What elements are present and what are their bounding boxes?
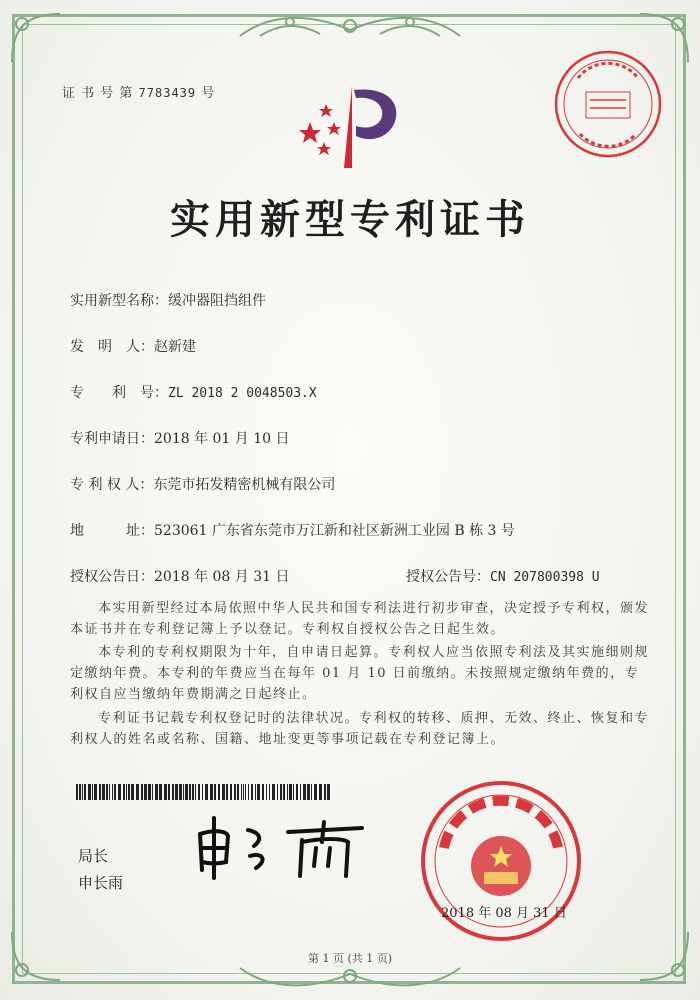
barcode-bar: [189, 784, 191, 800]
barcode-bar: [262, 784, 264, 800]
certificate-number-prefix: 证 书 号 第: [62, 86, 134, 101]
barcode-bar: [257, 784, 260, 800]
field-label: 授权公告日：: [70, 569, 154, 585]
field-label: 实用新型名称：: [70, 293, 168, 309]
barcode-bar: [141, 784, 143, 800]
barcode-bar: [185, 784, 188, 800]
patent-office-logo: [290, 76, 410, 176]
barcode-bar: [99, 784, 101, 800]
barcode-bar: [307, 784, 310, 800]
barcode-bar: [237, 784, 239, 800]
top-ornament: [230, 8, 470, 44]
field-label: 地 址：: [70, 523, 154, 539]
barcode-bar: [94, 784, 97, 800]
barcode-bar: [164, 784, 167, 800]
barcode-bar: [131, 784, 134, 800]
barcode-bar: [280, 784, 282, 800]
barcode-bar: [202, 784, 203, 800]
barcode-bar: [283, 784, 285, 800]
barcode-bar: [324, 784, 326, 800]
barcode-bar: [192, 784, 194, 800]
signatory-title: 局长: [78, 848, 109, 865]
field-value: ZL 2018 2 0048503.X: [168, 386, 317, 401]
barcode-bar: [183, 784, 184, 800]
barcode-bar: [303, 784, 306, 800]
barcode-bar: [272, 784, 275, 800]
barcode-bar: [241, 784, 242, 800]
barcode-bar: [287, 784, 288, 800]
barcode-bar: [251, 784, 253, 800]
corner-ornament-top-left: [6, 8, 66, 68]
barcode-bar: [126, 784, 127, 800]
barcode-bar: [168, 784, 170, 800]
barcode-bar: [218, 784, 220, 800]
barcode-bar: [314, 784, 317, 800]
barcode-bar: [128, 784, 130, 800]
barcode-bar: [198, 784, 200, 800]
barcode-bar: [289, 784, 292, 800]
barcode-bar: [255, 784, 256, 800]
barcode-bar: [230, 784, 232, 800]
certificate-title: 实用新型专利证书: [170, 196, 530, 243]
field-value: 赵新建: [154, 339, 196, 355]
paragraph-grant: 本实用新型经过本局依照中华人民共和国专利法进行初步审查，决定授予专利权，颁发本证书并在专利登记簿上予以登记。专利权自授权公告之日起生效。: [70, 601, 650, 637]
barcode-bar: [102, 784, 105, 800]
barcode-bar: [269, 784, 270, 800]
barcode-bar: [106, 784, 108, 800]
barcode-bar: [88, 784, 91, 800]
field-value: 2018 年 01 月 10 日: [154, 431, 290, 447]
barcode-bar: [152, 784, 153, 800]
paragraph-legal-status: 专利证书记载专利权登记时的法律状况。专利权的转移、质押、无效、终止、恢复和专利权人的姓名或名称、国籍、地址变更等事项记载在专利登记簿上。: [70, 711, 650, 747]
page-number: 第 1 页 (共 1 页): [307, 952, 393, 965]
field-label: 授权公告号：: [406, 569, 490, 585]
signatory-name: 申长雨: [78, 875, 124, 892]
barcode: [76, 784, 331, 800]
barcode-bar: [148, 784, 151, 800]
handwritten-signature: [192, 812, 372, 882]
field-value: CN 207800398 U: [490, 570, 600, 585]
barcode-bar: [214, 784, 216, 800]
barcode-bar: [144, 784, 147, 800]
field-announcement-date: [70, 566, 290, 586]
barcode-bar: [243, 784, 244, 800]
stamp-date: 2018 年 08 月 31 日: [441, 906, 567, 921]
barcode-bar: [114, 784, 116, 800]
bottom-ornament: [230, 962, 470, 994]
barcode-bar: [327, 784, 330, 800]
barcode-bar: [293, 784, 294, 800]
barcode-bar: [84, 784, 86, 800]
field-label: 专 利 号：: [70, 385, 168, 401]
barcode-bar: [172, 784, 174, 800]
barcode-bar: [79, 784, 81, 800]
field-value: 523061 广东省东莞市万江新和社区新洲工业园 B 栋 3 号: [154, 523, 515, 539]
field-value: 缓冲器阻挡组件: [168, 293, 266, 309]
barcode-bar: [210, 784, 213, 800]
barcode-bar: [92, 784, 93, 800]
certificate-number: [62, 82, 215, 101]
barcode-bar: [118, 784, 121, 800]
barcode-bar: [123, 784, 125, 800]
field-value: 2018 年 08 月 31 日: [154, 569, 290, 585]
barcode-bar: [155, 784, 158, 800]
barcode-bar: [222, 784, 225, 800]
barcode-bar: [277, 784, 278, 800]
field-address: [70, 520, 515, 540]
agency-stamp: [548, 44, 668, 164]
barcode-bar: [311, 784, 312, 800]
barcode-bar: [248, 784, 249, 800]
barcode-bar: [234, 784, 236, 800]
certificate-number-value: 7783439: [138, 86, 197, 100]
field-patentee: [70, 474, 335, 494]
barcode-bar: [159, 784, 162, 800]
field-patent-number: [70, 382, 317, 402]
field-inventor: [70, 336, 196, 356]
barcode-bar: [76, 784, 78, 800]
barcode-bar: [112, 784, 113, 800]
barcode-bar: [296, 784, 298, 800]
barcode-bar: [319, 784, 322, 800]
certificate-number-suffix: 号: [201, 86, 216, 101]
field-label: 发 明 人：: [70, 339, 154, 355]
barcode-bar: [226, 784, 228, 800]
field-utility-model-name: [70, 290, 266, 310]
barcode-bar: [300, 784, 301, 800]
field-label: 专利申请日：: [70, 431, 154, 447]
barcode-bar: [266, 784, 267, 800]
barcode-bar: [109, 784, 110, 800]
field-value: 东莞市拓发精密机械有限公司: [153, 477, 336, 493]
barcode-bar: [179, 784, 182, 800]
barcode-bar: [175, 784, 178, 800]
barcode-bar: [136, 784, 139, 800]
barcode-bar: [205, 784, 208, 800]
paragraph-term: 本专利的专利权期限为十年，自申请日起算。专利权人应当依照专利法及其实施细则规定缴纳年费。本专利的年费应当在每年 01 月 10 日前缴纳。未按照规定缴纳年费的，专利权自应当缴纳年费期满之日起终止。: [70, 645, 650, 702]
barcode-bar: [195, 784, 196, 800]
barcode-bar: [82, 784, 83, 800]
field-announcement-number: [406, 566, 600, 586]
field-label: 专 利 权 人：: [70, 477, 154, 493]
field-filing-date: [70, 428, 290, 448]
barcode-bar: [245, 784, 246, 800]
